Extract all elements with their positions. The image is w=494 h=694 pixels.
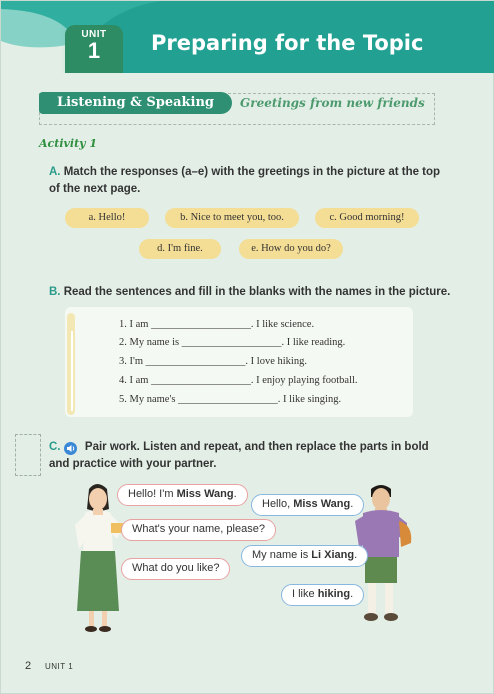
response-chip: d. I'm fine. xyxy=(139,239,221,259)
part-a-instruction xyxy=(49,164,449,198)
sentence-line: 2. My name is ___________________. I like reading. xyxy=(119,337,346,348)
response-chip: b. Nice to meet you, too. xyxy=(165,208,299,228)
part-a-text: Match the responses (a–e) with the greetings in the picture at the top of the next page. xyxy=(49,166,441,195)
card-accent-line xyxy=(71,331,73,411)
part-c-instruction xyxy=(49,439,449,473)
response-chip: a. Hello! xyxy=(65,208,149,228)
unit-label: UNIT xyxy=(81,29,107,40)
audio-icon[interactable] xyxy=(64,442,77,455)
sentence-line: 5. My name's ___________________. I like singing. xyxy=(119,394,342,405)
bubble-text: My name is xyxy=(252,549,312,561)
section-title: Listening & Speaking xyxy=(39,92,232,114)
speech-bubble xyxy=(241,545,368,567)
bubble-text: What's your name, please? xyxy=(132,523,265,535)
part-c-text: Pair work. Listen and repeat, and then replace the parts in bold and practice with your partner. xyxy=(49,441,429,470)
bubble-text: . xyxy=(354,549,358,561)
part-a-letter: A. xyxy=(49,166,61,178)
activity-label: Activity 1 xyxy=(39,137,98,150)
part-b-letter: B. xyxy=(49,286,61,298)
unit-badge xyxy=(65,25,123,73)
bubble-text: What do you like? xyxy=(132,562,220,574)
bubble-text: . xyxy=(233,488,237,500)
response-chip: e. How do you do? xyxy=(239,239,343,259)
speech-bubble xyxy=(117,484,248,506)
page-number: 2 xyxy=(25,660,32,672)
footer-unit: UNIT 1 xyxy=(45,662,74,671)
bubble-text: . xyxy=(350,588,354,600)
bubble-bold: hiking xyxy=(317,588,351,600)
bubble-text: I like xyxy=(292,588,318,600)
sentence-line: 1. I am ___________________. I like science. xyxy=(119,319,315,330)
bubble-text: Hello, xyxy=(262,498,294,510)
unit-number: 1 xyxy=(87,38,101,63)
speech-bubble xyxy=(121,519,276,541)
part-b-text: Read the sentences and fill in the blanks with the names in the picture. xyxy=(63,286,451,298)
page-title: Preparing for the Topic xyxy=(151,31,424,55)
sentence-line: 4. I am ___________________. I enjoy playing football. xyxy=(119,375,358,386)
speech-bubble xyxy=(121,558,230,580)
sentence-line: 3. I'm ___________________. I love hiking. xyxy=(119,356,307,367)
bubble-text: . xyxy=(350,498,354,510)
speech-bubble xyxy=(251,494,364,516)
response-chip: c. Good morning! xyxy=(315,208,419,228)
section-subtitle: Greetings from new friends xyxy=(240,96,425,110)
part-b-instruction xyxy=(49,284,459,301)
bubble-bold: Miss Wang xyxy=(176,488,234,500)
bubble-bold: Miss Wang xyxy=(293,498,351,510)
bubble-text: Hello! I'm xyxy=(128,488,177,500)
speech-bubble xyxy=(281,584,364,606)
margin-dash-box xyxy=(15,434,41,476)
part-c-letter: C. xyxy=(49,441,61,453)
bubble-bold: Li Xiang xyxy=(311,549,355,561)
